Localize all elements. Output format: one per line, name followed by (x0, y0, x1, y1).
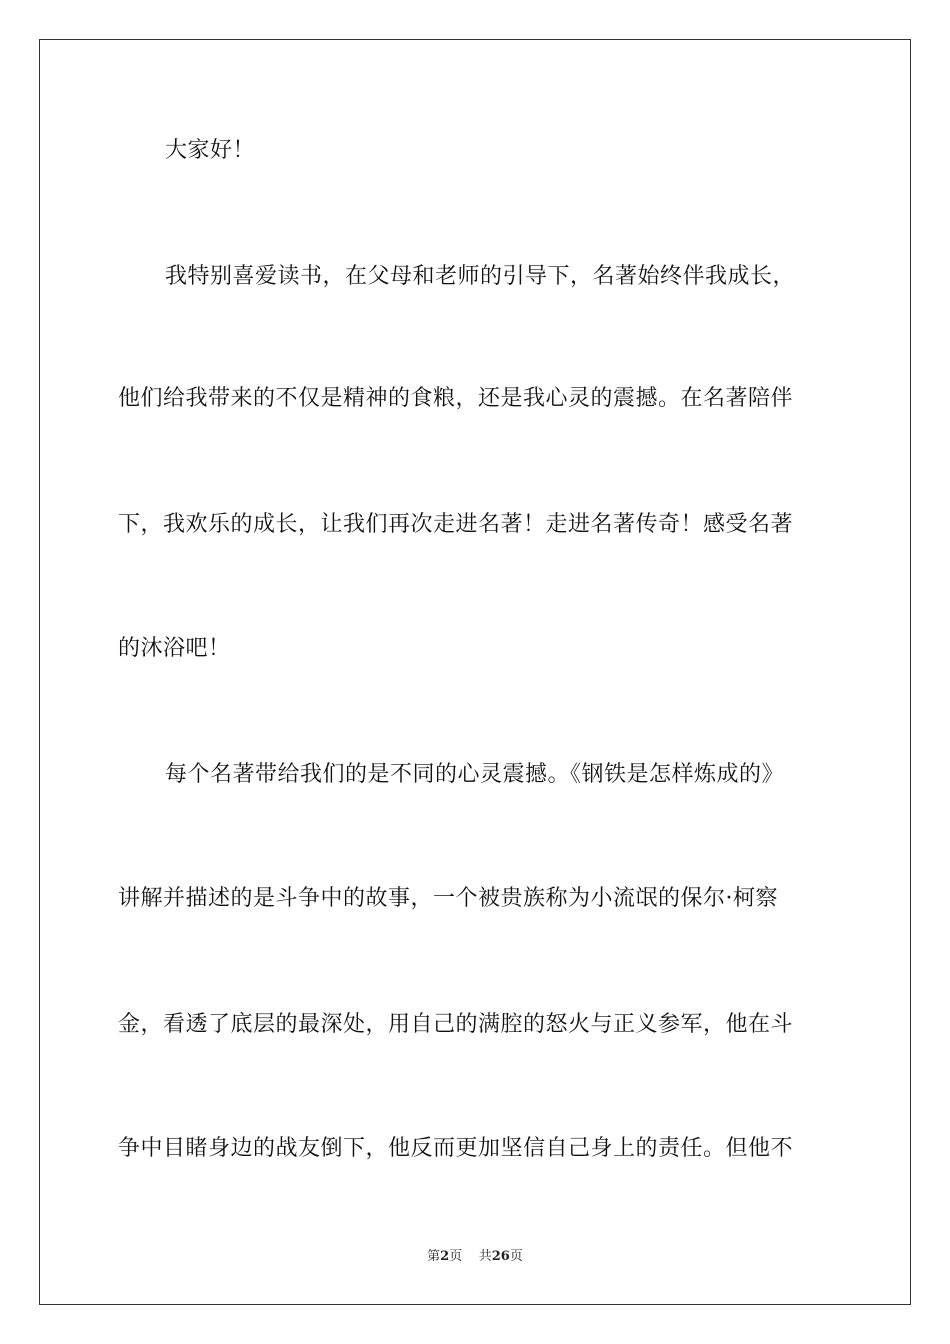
paragraph-1-line-3: 下，我欢乐的成长，让我们再次走进名著！走进名著传奇！感受名著 (118, 512, 794, 537)
paragraph-2-line-4: 争中目睹身边的战友倒下，他反而更加坚信自己身上的责任。但他不 (118, 1136, 794, 1161)
total-suffix: 页 (509, 1249, 523, 1264)
page-prefix: 第 (427, 1249, 441, 1264)
paragraph-2-line-1: 每个名著带给我们的是不同的心灵震撼。《钢铁是怎样炼成的》 (165, 762, 785, 787)
paragraph-1-line-4: 的沐浴吧！ (118, 636, 231, 661)
page-number: 2 (440, 1249, 450, 1264)
total-prefix: 共 (478, 1249, 492, 1264)
total-pages: 26 (491, 1249, 510, 1264)
greeting-line: 大家好！ (165, 138, 256, 163)
page-footer (0, 1248, 950, 1266)
paragraph-2-line-3: 金，看透了底层的最深处，用自己的满腔的怒火与正义参军，他在斗 (118, 1012, 794, 1037)
page-frame (39, 39, 911, 1305)
paragraph-1-line-2: 他们给我带来的不仅是精神的食粮，还是我心灵的震撼。在名著陪伴 (118, 386, 794, 411)
paragraph-2-line-2: 讲解并描述的是斗争中的故事，一个被贵族称为小流氓的保尔·柯察 (118, 886, 778, 911)
page-suffix: 页 (449, 1249, 463, 1264)
paragraph-1-line-1: 我特别喜爱读书，在父母和老师的引导下，名著始终伴我成长， (165, 264, 796, 289)
